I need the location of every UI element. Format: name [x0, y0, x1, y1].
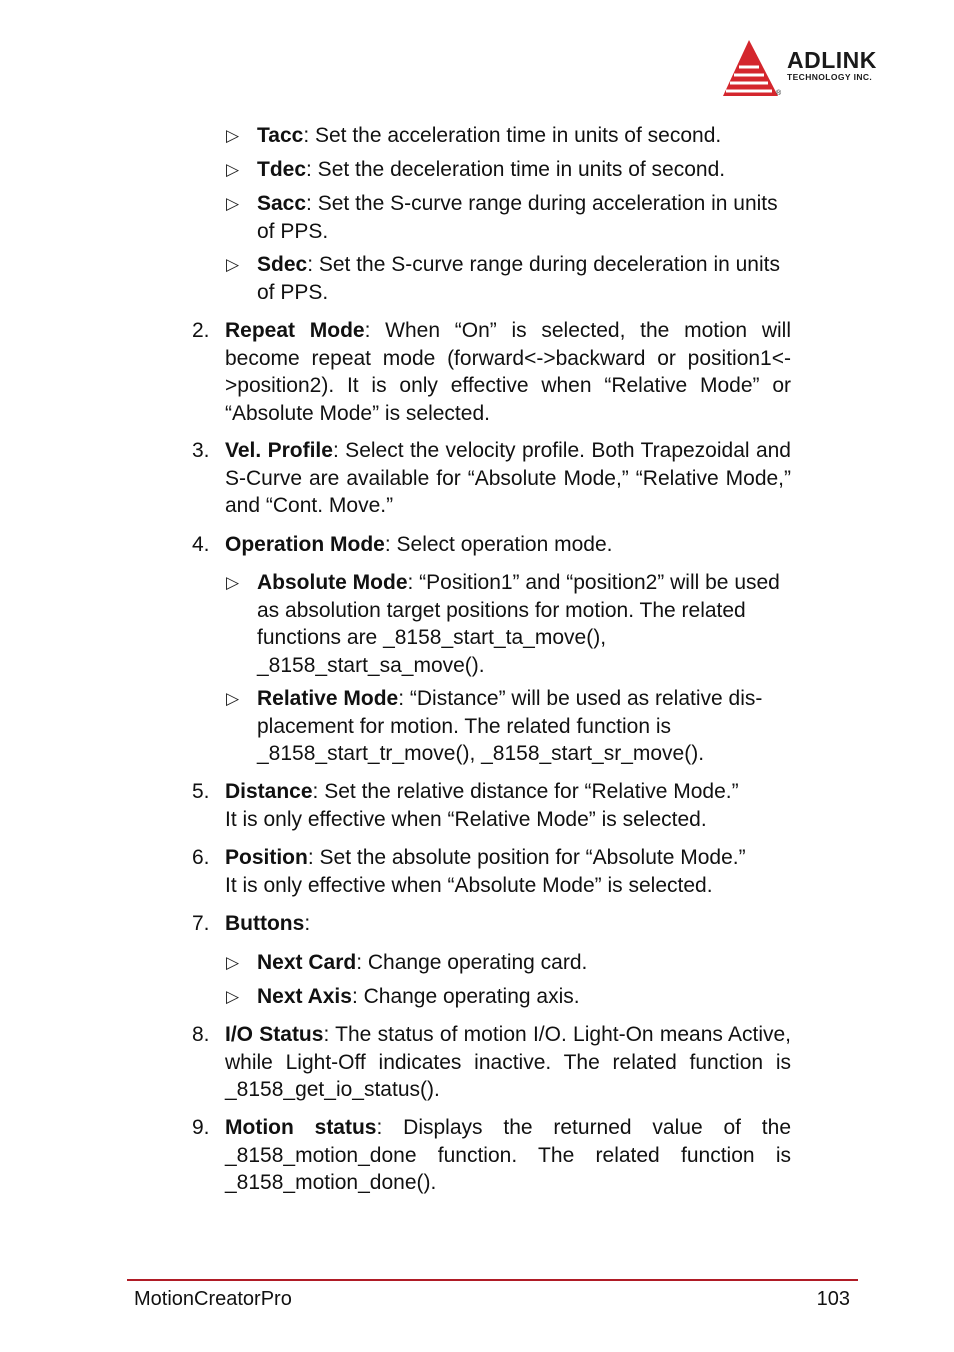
- item-number: 4.: [192, 533, 210, 556]
- triangle-bullet-icon: ▷: [226, 126, 240, 145]
- footer-rule: [127, 1279, 858, 1281]
- item-number: 7.: [192, 912, 210, 935]
- bullet-text-cont: of PPS.: [257, 219, 329, 243]
- bullet-text: : Change operating axis.: [351, 985, 580, 1008]
- bullet-line: placement for motion. The related function is: [257, 714, 672, 738]
- term: Relative Mode: [257, 687, 399, 710]
- term: Tacc: [257, 124, 304, 147]
- item-number: 2.: [192, 319, 210, 342]
- term: Tdec: [257, 158, 307, 181]
- triangle-bullet-icon: ▷: [226, 987, 240, 1006]
- term: Distance: [225, 780, 313, 803]
- item-text: : The status of motion I/O. Light-On means Active, while Light-Off indicates inactive. The related function is _8158_get_io_status().: [225, 1023, 791, 1101]
- bullet-line: : “Position1” and “position2” will be used: [407, 571, 780, 594]
- item-text: : Select operation mode.: [384, 533, 613, 556]
- term: Sacc: [257, 192, 307, 215]
- term: Absolute Mode: [257, 571, 408, 594]
- bullet-text-cont: of PPS.: [257, 280, 329, 304]
- term: Next Card: [257, 951, 357, 974]
- term: Buttons: [225, 912, 305, 935]
- bullet-line: : “Distance” will be used as relative dis-: [398, 687, 763, 710]
- item-text-cont: It is only effective when “Relative Mode” is selected.: [225, 807, 707, 831]
- adlink-triangle-icon: [720, 38, 784, 100]
- term: Operation Mode: [225, 533, 385, 556]
- footer-title: MotionCreatorPro: [134, 1288, 292, 1310]
- page-number: 103: [816, 1288, 850, 1310]
- registered-mark: ®: [776, 90, 782, 97]
- item-number: 3.: [192, 439, 210, 462]
- bullet-text: : Set the S-curve range during acceleration in units: [306, 192, 778, 215]
- logo-wordmark: ADLINK: [787, 47, 877, 73]
- term: I/O Status: [225, 1023, 324, 1046]
- bullet-text: : Set the deceleration time in units of second.: [306, 158, 726, 181]
- triangle-bullet-icon: ▷: [226, 160, 240, 179]
- term: Position: [225, 846, 308, 869]
- adlink-logo: [720, 38, 915, 100]
- item-text: : Set the absolute position for “Absolute Mode.”: [307, 846, 746, 869]
- item-text: : When “On” is selected, the motion will become repeat mode (forward<->backward or position1<->position2). It is only effective when “Relative Mode” or “Absolute Mode” is selected.: [225, 319, 792, 425]
- bullet-line: as absolution target positions for motion. The related: [257, 598, 746, 622]
- bullet-line: functions are _8158_start_ta_move(),: [257, 626, 607, 649]
- term: Motion status: [225, 1116, 377, 1139]
- item-number: 8.: [192, 1023, 210, 1046]
- term: Vel. Profile: [225, 439, 333, 462]
- logo-subtitle: TECHNOLOGY INC.: [787, 72, 873, 82]
- term: Next Axis: [257, 985, 352, 1008]
- triangle-bullet-icon: ▷: [226, 953, 240, 972]
- bullet-text: : Set the acceleration time in units of second.: [303, 124, 722, 147]
- bullet-text: : Change operating card.: [356, 951, 588, 974]
- term: Sdec: [257, 253, 308, 276]
- bullet-line: _8158_start_sa_move().: [257, 653, 485, 677]
- item-text: :: [304, 912, 311, 935]
- triangle-bullet-icon: ▷: [226, 194, 240, 213]
- triangle-bullet-icon: ▷: [226, 573, 240, 592]
- item-text-cont: It is only effective when “Absolute Mode” is selected.: [225, 873, 713, 897]
- triangle-bullet-icon: ▷: [226, 255, 240, 274]
- triangle-bullet-icon: ▷: [226, 689, 240, 708]
- item-number: 6.: [192, 846, 210, 869]
- item-number: 5.: [192, 780, 210, 803]
- bullet-line: _8158_start_tr_move(), _8158_start_sr_move().: [257, 742, 705, 765]
- item-text: : Set the relative distance for “Relative Mode.”: [312, 780, 739, 803]
- item-text: : Displays the returned value of the _8158_motion_done function. The related function is _8158_motion_done().: [225, 1116, 792, 1194]
- term: Repeat Mode: [225, 319, 365, 342]
- bullet-text: : Set the S-curve range during deceleration in units: [307, 253, 780, 276]
- item-number: 9.: [192, 1116, 210, 1139]
- item-text: : Select the velocity profile. Both Trapezoidal and S-Curve are available for “Absolute Mode,” “Relative Mode,” and “Cont. Move.”: [225, 439, 791, 517]
